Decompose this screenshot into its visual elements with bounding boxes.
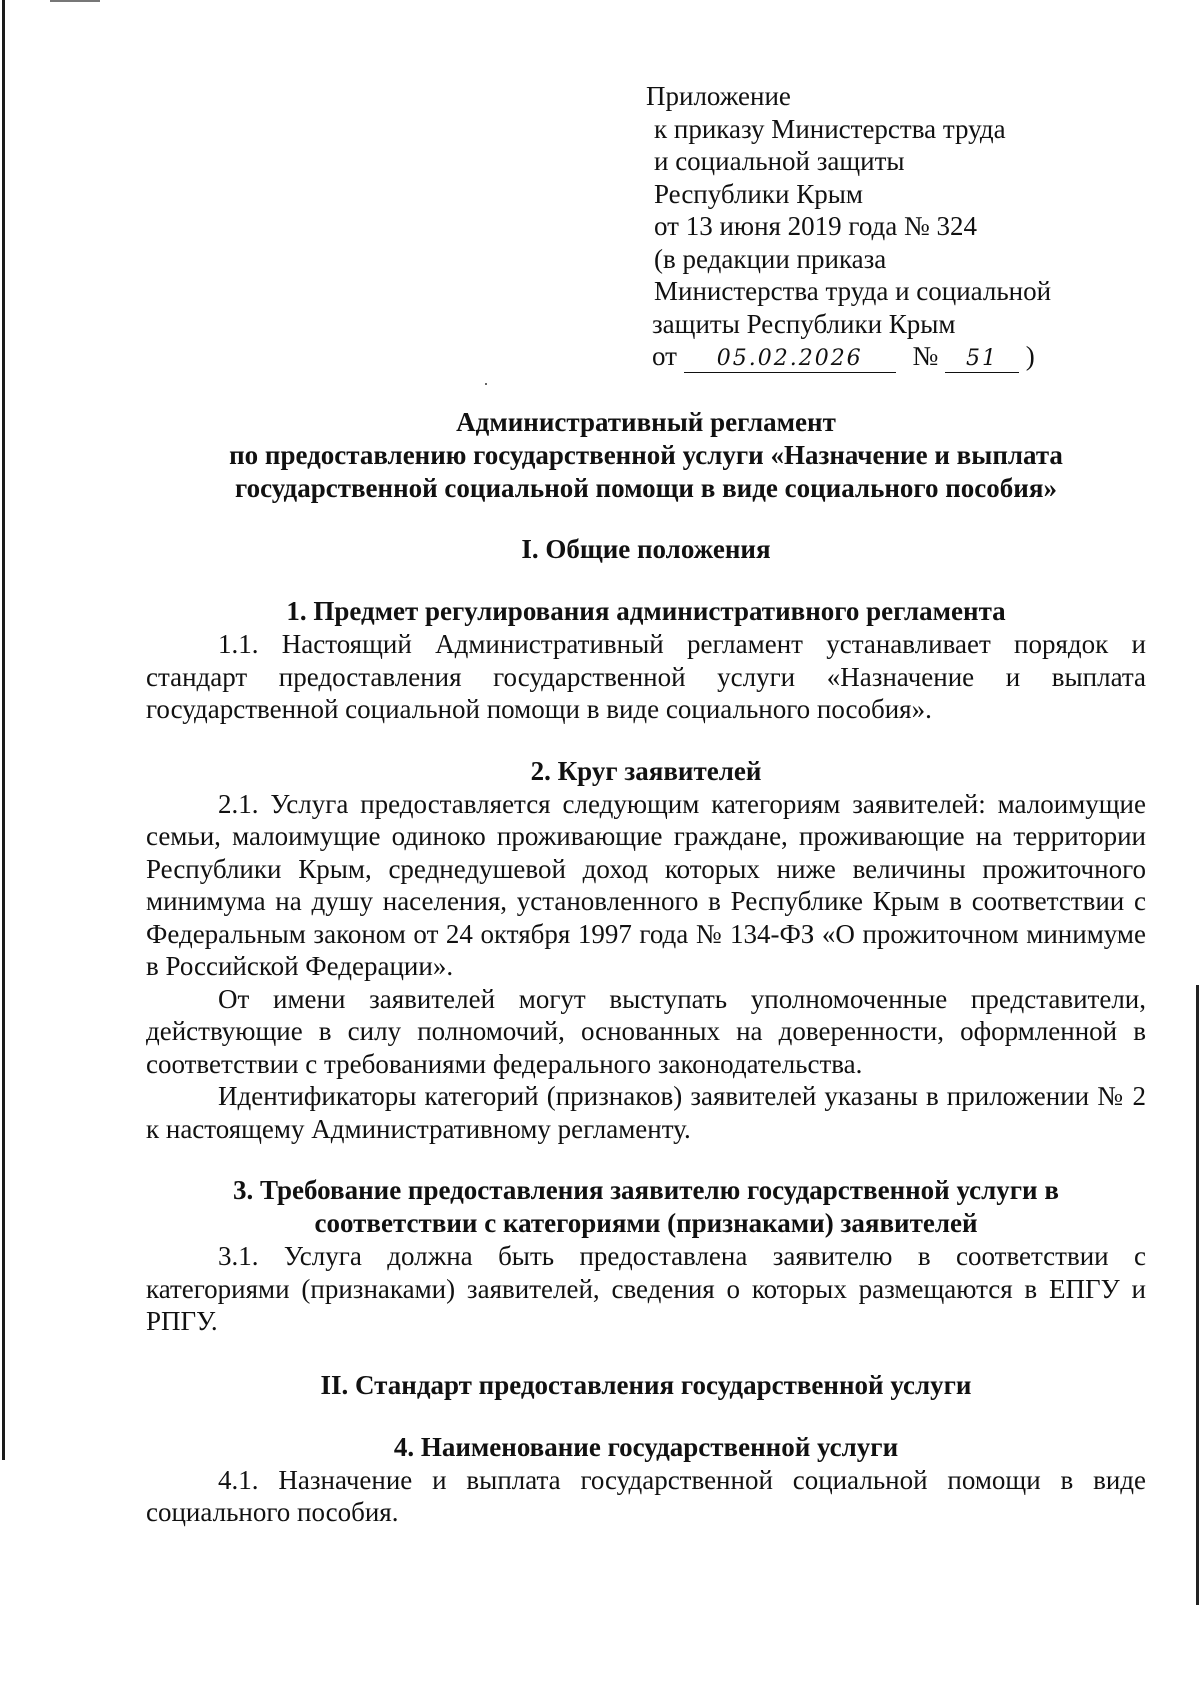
scan-left-edge <box>2 0 5 1460</box>
title-line: по предоставлению государственной услуги «Назначение и выплата <box>229 440 1063 470</box>
paragraph-2-2: От имени заявителей могут выступать уполномоченные представители, действующие в силу полномочий, основанных на доверенности, оформленной в соответствии с требованиями федерального законодательства. <box>146 983 1146 1079</box>
number-sign: № <box>912 341 939 371</box>
annex-block <box>647 80 1107 373</box>
annex-line: защиты Республики Крым <box>652 308 956 339</box>
annex-line: и социальной защиты <box>654 146 905 176</box>
subheading-line: соответствии с категориями (признаками) заявителей <box>314 1208 978 1238</box>
section-heading-2: II. Стандарт предоставления государственной услуги <box>320 1369 972 1400</box>
subheading-1: 1. Предмет регулирования административного регламента <box>286 596 1006 626</box>
annex-line: (в редакции приказа <box>654 243 887 274</box>
annex-line: Приложение <box>646 81 791 111</box>
paragraph-4-1: 4.1. Назначение и выплата государственной социальной помощи в виде социального пособия. <box>146 1464 1146 1527</box>
annex-line: Республики Крым <box>654 178 863 209</box>
title-line: Административный регламент <box>456 407 836 437</box>
handwritten-date-field <box>684 343 896 373</box>
paragraph-3-1: 3.1. Услуга должна быть предоставлена заявителю в соответствии с категориями (признаками) заявителей, сведения о которых размещаются в ЕПГУ и РПГУ. <box>146 1241 1146 1336</box>
scan-top-mark <box>50 0 100 2</box>
handwritten-number-field <box>945 343 1019 373</box>
annex-line: от 13 июня 2019 года № 324 <box>654 211 978 241</box>
annex-from-prefix: от <box>652 341 677 371</box>
document-title <box>146 406 1146 505</box>
scan-speck <box>485 383 487 385</box>
paragraph-2-3: Идентификаторы категорий (признаков) заявителей указаны в приложении № 2 к настоящему Административному регламенту. <box>146 1081 1146 1144</box>
section-heading-1: I. Общие положения <box>521 534 771 564</box>
annex-amendment-line <box>652 340 1107 373</box>
handwritten-number: 51 <box>965 346 998 371</box>
title-line: государственной социальной помощи в виде социального пособия» <box>235 473 1057 503</box>
annex-line: к приказу Министерства труда <box>654 113 1006 144</box>
scan-right-edge <box>1196 985 1199 1605</box>
document-body <box>146 402 1146 1529</box>
annex-line: Министерства труда и социальной <box>654 276 1052 306</box>
subheading-4: 4. Наименование государственной услуги <box>393 1431 899 1462</box>
handwritten-date: 05.02.2026 <box>716 346 863 371</box>
subheading-3 <box>146 1174 1146 1240</box>
paragraph-2-1: 2.1. Услуга предоставляется следующим категориям заявителей: малоимущие семьи, малоимущие одиноко проживающие граждане, проживающие на территории Республики Крым, среднедушевой доход которых ниже величины прожиточного минимума на душу населения, установленного в Республике Крым в соответствии с Федеральным законом от 24 октября 1997 года № 134-ФЗ «О прожиточном минимуме в Российской Федерации». <box>146 788 1146 981</box>
paragraph-1-1: 1.1. Настоящий Административный регламент устанавливает порядок и стандарт предоставления государственной услуги «Назначение и выплата государственной социальной помощи в виде социального пособия». <box>146 629 1146 724</box>
closing-paren: ) <box>1025 341 1035 371</box>
subheading-line: 3. Требование предоставления заявителю государственной услуги в <box>233 1175 1059 1205</box>
subheading-2: 2. Круг заявителей <box>530 755 762 786</box>
